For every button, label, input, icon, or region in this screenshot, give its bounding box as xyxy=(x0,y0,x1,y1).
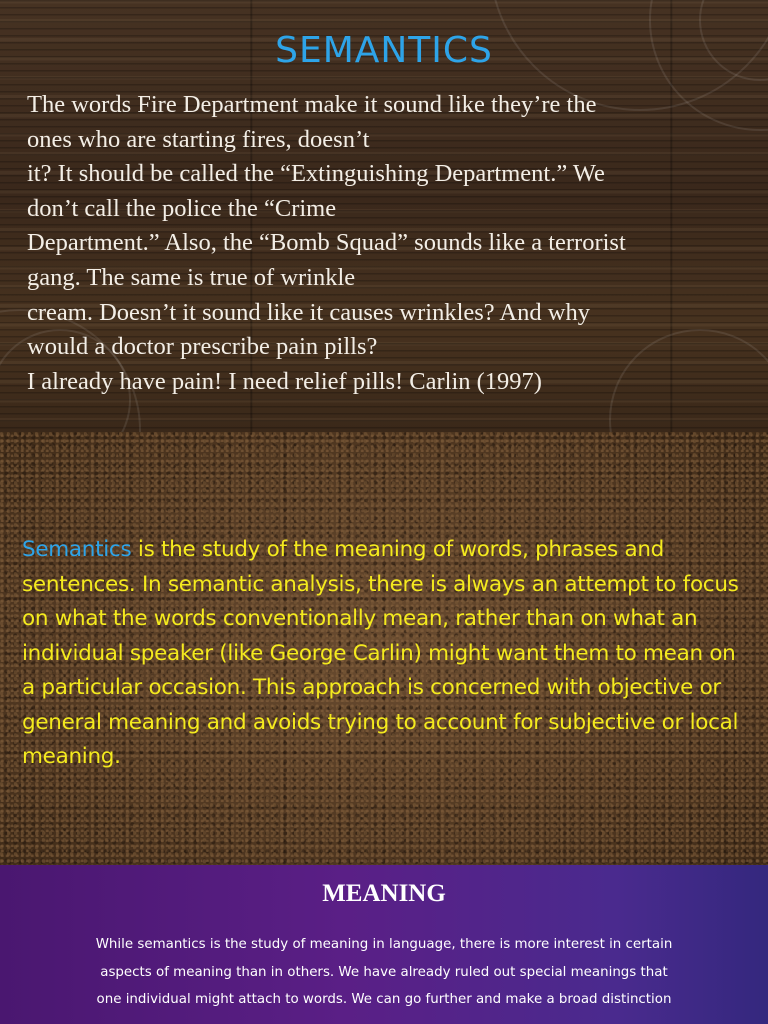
semantics-term: Semantics xyxy=(22,537,132,562)
meaning-line: aspects of meaning than in others. We have already ruled out special meanings that xyxy=(100,964,668,980)
quote-line: it? It should be called the “Extinguishing Department.” We xyxy=(27,160,605,188)
quote-line: Department.” Also, the “Bomb Squad” sounds like a terrorist xyxy=(27,229,626,257)
quote-line: cream. Doesn’t it sound like it causes wrinkles? And why xyxy=(27,298,590,326)
quote-line: I already have pain! I need relief pills! Carlin (1997) xyxy=(27,367,542,395)
meaning-line: one individual might attach to words. We can go further and make a broad distinction xyxy=(96,992,672,1007)
quote-line: gang. The same is true of wrinkle xyxy=(27,263,356,291)
quote-line: would a doctor prescribe pain pills? xyxy=(27,333,378,361)
quote-line: don’t call the police the “Crime xyxy=(27,194,337,222)
slide-semantics-quote xyxy=(0,0,768,432)
semantics-definition xyxy=(22,533,752,775)
definition-text: is the study of the meaning of words, phrases and sentences. In semantic analysis, there is always an attempt to focus on what the words conventionally mean, rather than on what an individual speaker (like George Carlin) might want them to mean on a particular occasion. This approach is concerned with objective or general meaning and avoids trying to account for subjective or local meaning. xyxy=(22,537,739,769)
slide-title: SEMANTICS xyxy=(275,30,493,71)
quote-line: ones who are starting fires, doesn’t xyxy=(27,125,370,153)
meaning-body xyxy=(55,931,713,1014)
meaning-line: While semantics is the study of meaning in language, there is more interest in certain xyxy=(95,937,673,952)
carlin-quote xyxy=(27,88,752,399)
quote-line: The words Fire Department make it sound like they’re the xyxy=(27,91,597,118)
meaning-title: MEANING xyxy=(322,880,446,907)
